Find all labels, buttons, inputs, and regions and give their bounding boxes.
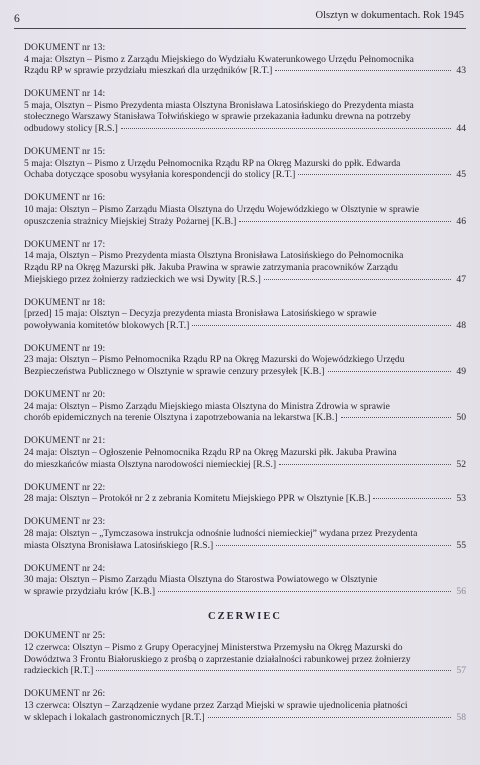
toc-entry-description-line: w sklepach i lokalach gastronomicznych [R.T.]: [24, 711, 205, 723]
toc-entry-label: DOKUMENT nr 16:: [24, 192, 106, 204]
toc-entry: [24, 42, 466, 77]
toc-entry-final-line: [24, 459, 466, 471]
toc-entry-description-line: odbudowy stolicy [R.S.]: [24, 123, 118, 135]
toc-entry: [24, 297, 466, 332]
table-of-contents: [24, 42, 466, 735]
dot-leader: [328, 371, 452, 372]
toc-entry: [24, 192, 466, 227]
toc-entry-description-line: do mieszkańców miasta Olsztyna narodowości niemieckiej [R.S.]: [24, 458, 277, 470]
toc-entry-description-line: Rządu RP na Okręg Mazurski płk. Jakuba Prawina w sprawie zatrzymania pracowników Zarządu: [24, 261, 398, 273]
dot-leader: [264, 279, 451, 280]
toc-entry-final-line: [24, 320, 466, 332]
toc-entry-page-number: 56: [456, 585, 466, 597]
toc-entry: [24, 146, 466, 181]
toc-entry-final-line: [24, 274, 466, 286]
toc-entry-description-line: 30 maja: Olsztyn – Pismo Zarządu Miasta Olsztyna do Starostwa Powiatowego w Olsztynie: [24, 574, 378, 586]
toc-entry-description-line: [przed] 15 maja: Olsztyn – Decyzja prezydenta miasta Bronisława Latosińskiego w sprawie: [24, 308, 377, 320]
toc-entry-description-line: 5 maja, Olsztyn – Pismo Prezydenta miasta Olsztyna Bronisława Latosińskiego do Prezydenta miasta: [24, 99, 414, 111]
toc-entry-final-line: [24, 665, 466, 677]
toc-entry: [24, 239, 466, 285]
toc-entry-page-number: 53: [456, 493, 466, 505]
toc-entry-description-line: Miejskiego przez żołnierzy radzieckich we wsi Dywity [R.S.]: [24, 273, 261, 285]
toc-entry-description-line: radzieckich [R.T.]: [24, 665, 94, 677]
toc-entry-label: DOKUMENT nr 24:: [24, 562, 106, 574]
dot-leader: [208, 717, 451, 718]
dot-leader: [373, 498, 451, 499]
toc-entry-page-number: 55: [456, 539, 466, 551]
toc-entry-final-line: [24, 493, 466, 505]
toc-entry-page-number: 48: [456, 319, 466, 331]
toc-entry-description-line: 5 maja: Olsztyn – Pismo z Urzędu Pełnomocnika Rządu RP na Okręg Mazurski do ppłk. Edwarda: [24, 157, 401, 169]
toc-entry-description-line: 24 maja: Olsztyn – Pismo Zarządu Miejskiego miasta Olsztyna do Ministra Zdrowia w sprawie: [24, 400, 390, 412]
toc-entry-description-line: 14 maja, Olsztyn – Pismo Prezydenta miasta Olsztyna Bronisława Latosińskiego do Pełnomocnika: [24, 250, 404, 262]
toc-entry: [24, 482, 466, 505]
toc-entry-description-line: stołecznego Warszawy Stanisława Tołwińskiego w sprawie przekazania ładunku drewna na potrzeby: [24, 111, 411, 123]
toc-entry-label: DOKUMENT nr 25:: [24, 630, 106, 642]
running-title: Olsztyn w dokumentach. Rok 1945: [315, 10, 464, 21]
toc-entry-final-line: [24, 65, 466, 77]
toc-entry-page-number: 49: [456, 366, 466, 378]
toc-entry-description-line: w sprawie przydziału krów [K.B.]: [24, 585, 156, 597]
dot-leader: [158, 591, 451, 592]
toc-entry-description-line: 28 maja: Olsztyn – „Tymczasowa instrukcja odnośnie ludności niemieckiej” wydana przez Prezydenta: [24, 528, 418, 539]
toc-entry-final-line: [24, 216, 466, 228]
toc-entry-description-line: 12 czerwca: Olsztyn – Pismo z Grupy Operacyjnej Ministerstwa Przemysłu na Okręg Mazurski do: [24, 642, 403, 654]
toc-entry-description-line: powoływania komitetów blokowych [R.T.]: [24, 319, 190, 331]
toc-entry-page-number: 57: [456, 665, 466, 677]
toc-entry: [24, 563, 466, 598]
toc-entry-page-number: 44: [456, 123, 466, 135]
toc-entry-label: DOKUMENT nr 17:: [24, 238, 106, 250]
dot-leader: [298, 174, 451, 175]
toc-entry-page-number: 45: [456, 169, 466, 181]
toc-list-june: [24, 630, 466, 723]
toc-entry-description-line: Ochaba dotyczące sposobu wysyłania korespondencji do stolicy [R.T.]: [24, 169, 296, 181]
toc-entry-label: DOKUMENT nr 23:: [24, 516, 106, 528]
page-number: 6: [14, 13, 20, 25]
dot-leader: [279, 464, 451, 465]
toc-entry-page-number: 50: [456, 412, 466, 424]
toc-entry-label: DOKUMENT nr 22:: [24, 481, 106, 493]
toc-entry-label: DOKUMENT nr 14:: [24, 88, 106, 100]
toc-entry-final-line: [24, 123, 466, 135]
toc-entry: [24, 389, 466, 424]
toc-entry-description-line: 23 maja: Olsztyn – Pismo Pełnomocnika Rządu RP na Okręg Mazurski do Wojewódzkiego Urzędu: [24, 354, 405, 366]
toc-entry: [24, 516, 466, 551]
toc-entry-description-line: chorób epidemicznych na terenie Olsztyna i zapotrzebowania na lekarstwa [K.B.]: [24, 412, 338, 424]
toc-entry-label: DOKUMENT nr 21:: [24, 435, 106, 447]
toc-entry-page-number: 43: [456, 65, 466, 77]
dot-leader: [275, 70, 451, 71]
section-heading: CZERWIEC: [208, 611, 282, 623]
dot-leader: [121, 128, 451, 129]
toc-entry-page-number: 58: [456, 711, 466, 723]
dot-leader: [216, 545, 451, 546]
toc-entry-final-line: [24, 540, 466, 552]
toc-entry-final-line: [24, 169, 466, 181]
dot-leader: [341, 417, 451, 418]
dot-leader: [192, 325, 451, 326]
toc-entry-label: DOKUMENT nr 19:: [24, 342, 106, 354]
toc-entry-page-number: 47: [456, 273, 466, 285]
toc-entry-description-line: 4 maja: Olsztyn – Pismo z Zarządu Miejskiego do Wydziału Kwaterunkowego Urzędu Pełnomocnika: [24, 53, 414, 65]
toc-entry-description-line: 28 maja: Olsztyn – Protokół nr 2 z zebrania Komitetu Miejskiego PPR w Olsztynie [K.B.]: [24, 493, 371, 505]
toc-entry-description-line: opuszczenia strażnicy Miejskiej Straży Pożarnej [K.B.]: [24, 215, 237, 227]
toc-entry-page-number: 46: [456, 215, 466, 227]
toc-entry-description-line: 10 maja: Olsztyn – Pismo Zarządu Miasta Olsztyna do Urzędu Wojewódzkiego w Olsztynie w sprawie: [24, 204, 419, 216]
dot-leader: [96, 670, 451, 671]
toc-entry-label: DOKUMENT nr 20:: [24, 389, 106, 401]
toc-entry: [24, 88, 466, 134]
toc-entry: [24, 688, 466, 723]
toc-entry-label: DOKUMENT nr 26:: [24, 688, 106, 700]
toc-entry-final-line: [24, 586, 466, 598]
toc-entry-description-line: miasta Olsztyna Bronisława Latosińskiego [R.S.]: [24, 539, 214, 551]
toc-entry-description-line: Dowództwa 3 Frontu Białoruskiego z prośbą o zaprzestanie działalności rabunkowej przez żołnierzy: [24, 653, 411, 665]
toc-entry-page-number: 52: [456, 458, 466, 470]
header-rule: [14, 28, 466, 29]
toc-entry-label: DOKUMENT nr 15:: [24, 146, 106, 158]
toc-entry-description-line: Bezpieczeństwa Publicznego w Olsztynie w sprawie cenzury przesyłek [K.B.]: [24, 366, 325, 378]
toc-entry-description-line: Rządu RP w sprawie przydziału mieszkań dla urzędników [R.T.]: [24, 65, 273, 77]
toc-entry: [24, 343, 466, 378]
toc-entry: [24, 435, 466, 470]
toc-entry-final-line: [24, 412, 466, 424]
dot-leader: [239, 221, 451, 222]
toc-entry-label: DOKUMENT nr 18:: [24, 296, 106, 308]
toc-entry-final-line: [24, 366, 466, 378]
toc-entry: [24, 630, 466, 676]
toc-entry-final-line: [24, 712, 466, 724]
toc-entry-label: DOKUMENT nr 13:: [24, 42, 106, 53]
toc-list-may: [24, 42, 466, 597]
toc-entry-description-line: 24 maja: Olsztyn – Ogłoszenie Pełnomocnika Rządu RP na Okręg Mazurski płk. Jakuba Prawina: [24, 447, 397, 459]
toc-entry-description-line: 13 czerwca: Olsztyn – Zarządzenie wydane przez Zarząd Miejski w sprawie ujednolicenia płatności: [24, 699, 408, 711]
